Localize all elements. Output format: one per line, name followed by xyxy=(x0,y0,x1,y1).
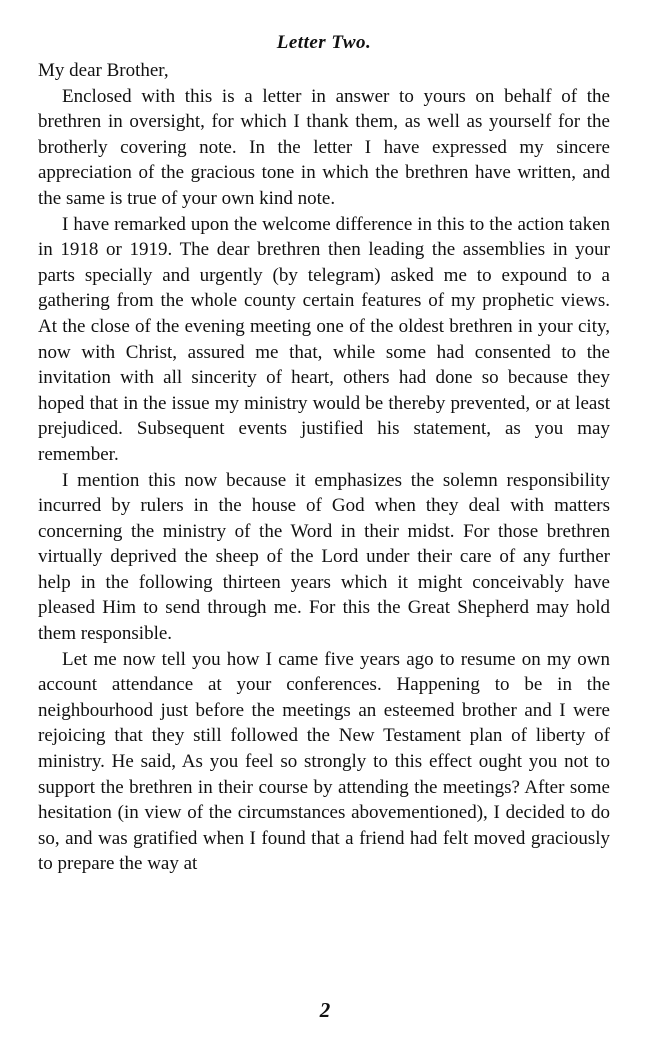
paragraph-4: Let me now tell you how I came five years ago to resume on my own account attendance at your conferences. Happening to be in the neighbourhood just before the meetings an esteemed brother and I were rejoicing that they still followed the New Testament plan of liberty of ministry. He said, As you feel so strongly to this effect ought you not to support the brethren in their course by attending the meetings? After some hesitation (in view of the circumstances abovementioned), I decided to do so, and was gratified when I found that a friend had felt moved graciously to prepare the way at xyxy=(38,648,610,875)
paragraph-3: I mention this now because it emphasizes the solemn responsibility incurred by rulers in the house of God when they deal with matters concerning the ministry of the Word in their midst. For those brethren virtually deprived the sheep of the Lord under their care of any further help in the following thirteen years which it might conceivably have pleased Him to send through me. For this the Great Shepherd may hold them responsible. xyxy=(38,469,610,645)
paragraph-2: I have remarked upon the welcome difference in this to the action taken in 1918 or 1919. The dear brethren then leading the assemblies in your parts specially and urgently (by telegram) asked me to expound to a gathering from the whole county certain features of my prophetic views. At the close of the evening meeting one of the oldest brethren in your city, now with Christ, assured me that, while some had consented to the invitation with all sincerity of heart, others had done so because they hoped that in the issue my ministry would be thereby prevented, or at least prejudiced. Subsequent events justified his statement, as you may remember. xyxy=(38,213,610,465)
salutation: My dear Brother, xyxy=(38,60,169,81)
letter-heading: Letter Two. xyxy=(276,32,372,53)
paragraph-1: Enclosed with this is a letter in answer to yours on behalf of the brethren in oversight, for which I thank them, as well as yourself for the brotherly covering note. In the letter I have expressed my sincere appreciation of the gracious tone in which the brethren have written, and the same is true of your own kind note. xyxy=(38,85,610,209)
letter-page xyxy=(38,28,610,877)
page-number: 2 xyxy=(319,998,331,1022)
